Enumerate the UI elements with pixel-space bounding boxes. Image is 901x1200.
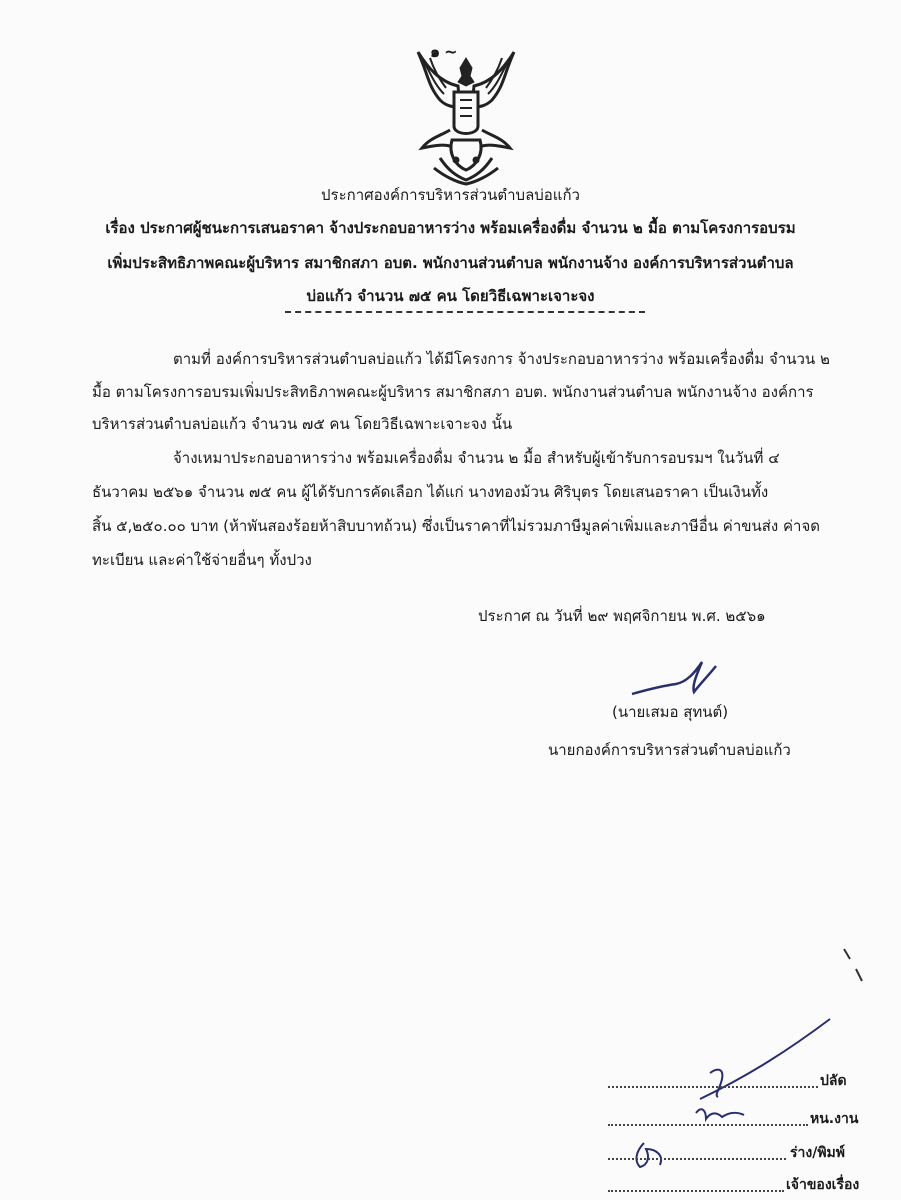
para2-line-1: จ้างเหมาประกอบอาหารว่าง พร้อมเครื่องดื่ม จำนวน ๒ มื้อ สำหรับผู้เข้ารับการอบรมฯ ในวันที่ ๔ (173, 449, 780, 467)
routing-line-3 (608, 1158, 786, 1160)
routing-label-4: เจ้าของเรื่อง (786, 1177, 860, 1193)
routing-line-4 (608, 1190, 784, 1192)
signer-name: (นายเสมอ สุทนต์) (612, 703, 729, 721)
divider (285, 311, 645, 313)
para2-line-4: ทะเบียน และค่าใช้จ่ายอื่นๆ ทั้งปวง (92, 551, 312, 569)
routing-line-1 (608, 1086, 818, 1088)
para2-line-3: สิ้น ๕,๒๕๐.๐๐ บาท (ห้าพันสองร้อยห้าสิบบาทถ้วน) ซึ่งเป็นราคาที่ไม่รวมภาษีมูลค่าเพิ่มและภาษีอื่น ค่าขนส่ง ค่าจด (92, 517, 820, 535)
org-title: ประกาศองค์การบริหารส่วนตำบลบ่อแก้ว (321, 186, 580, 204)
signer-position: นายกองค์การบริหารส่วนตำบลบ่อแก้ว (548, 741, 791, 759)
subject-line-1: เรื่อง ประกาศผู้ชนะการเสนอราคา จ้างประกอบอาหารว่าง พร้อมเครื่องดื่ม จำนวน ๒ มื้อ ตามโครงการอบรม (105, 219, 796, 237)
subject-line-3: บ่อแก้ว จำนวน ๗๕ คน โดยวิธีเฉพาะเจาะจง (306, 287, 595, 305)
top-mark: ๑~ (430, 42, 462, 61)
garuda-emblem-icon (410, 40, 522, 190)
margin-ticks (840, 945, 870, 985)
para1-line-2: มื้อ ตามโครงการอบรมเพิ่มประสิทธิภาพคณะผู้บริหาร สมาชิกสภา อบต. พนักงานส่วนตำบล พนักงานจ้าง องค์การ (92, 383, 814, 401)
announce-date: ประกาศ ณ วันที่ ๒๙ พฤศจิกายน พ.ศ. ๒๕๖๑ (478, 607, 766, 625)
para1-line-1: ตามที่ องค์การบริหารส่วนตำบลบ่อแก้ว ได้มีโครงการ จ้างประกอบอาหารว่าง พร้อมเครื่องดื่ม จำนวน ๒ (173, 350, 830, 368)
routing-line-2 (608, 1124, 808, 1126)
subject-line-2: เพิ่มประสิทธิภาพคณะผู้บริหาร สมาชิกสภา อบต. พนักงานส่วนตำบล พนักงานจ้าง องค์การบริหารส่วนตำบล (107, 254, 794, 272)
routing-label-3: ร่าง/พิมพ์ (790, 1145, 846, 1161)
para1-line-3: บริหารส่วนตำบลบ่อแก้ว จำนวน ๗๕ คน โดยวิธีเฉพาะเจาะจง นั้น (92, 415, 513, 433)
para2-line-2: ธันวาคม ๒๕๖๑ จำนวน ๗๕ คน ผู้ได้รับการคัดเลือก ได้แก่ นางทองม้วน ศิริบุตร โดยเสนอราคา เป็นเงินทั้ง (92, 483, 769, 501)
routing-scribbles (600, 1015, 840, 1200)
routing-label-1: ปลัด (820, 1073, 847, 1089)
routing-label-2: หน.งาน (810, 1111, 859, 1127)
signature-mark (628, 654, 728, 704)
